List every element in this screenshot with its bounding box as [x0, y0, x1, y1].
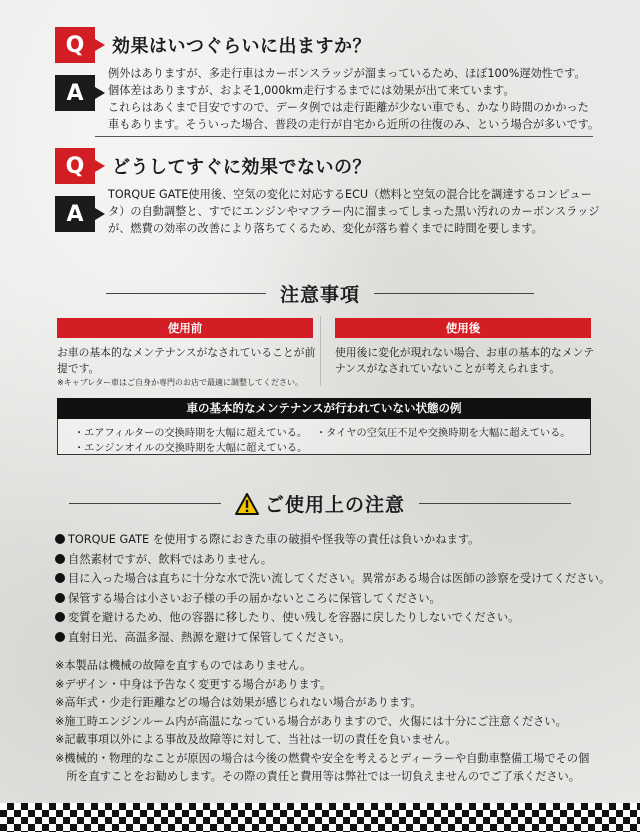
- maintenance-item: ・エンジンオイルの交換時期を大幅に超えている。: [74, 443, 308, 454]
- bullet-icon: [55, 554, 65, 564]
- notes-list: [55, 657, 589, 787]
- title-rule-right: [374, 293, 534, 294]
- maintenance-item: ・タイヤの空気圧不足や交換時期を大幅に超えている。: [316, 428, 571, 439]
- caution-item: [55, 569, 610, 589]
- bullet-icon: [55, 632, 65, 642]
- title-rule-left: [69, 503, 221, 504]
- note-item: ※機械的・物理的なことが原因の場合は今後の燃費や安全を考えるとディーラーや自動車整備工場でその個: [55, 751, 590, 765]
- after-use-heading: 使用後: [335, 318, 591, 338]
- caution-item: [55, 550, 610, 570]
- after-use-text: [335, 345, 597, 376]
- a-badge: A: [55, 196, 95, 232]
- title-rule-right: [419, 503, 571, 504]
- caution-text: 変質を避けるため、他の容器に移したり、使い残しを容器に戻したりしないでください。: [68, 611, 520, 624]
- before-use-text: [57, 345, 319, 376]
- answer-line: タ）の自動調整と、すでにエンジンやマフラー内に溜まってしまった黒い汚れのカーボンスラッジ: [108, 205, 600, 218]
- maintenance-heading: 車の基本的なメンテナンスが行われていない状態の例: [57, 398, 591, 419]
- qa-block-1: [55, 27, 600, 133]
- maintenance-list: [57, 419, 591, 455]
- q-badge: Q: [55, 148, 95, 184]
- answer-line: TORQUE GATE使用後、空気の変化に対応するECU（燃料と空気の混合比を調達するコンピュー: [108, 188, 592, 201]
- answer-text: [108, 186, 599, 237]
- qa-block-2: [55, 148, 600, 237]
- title-rule-left: [106, 293, 266, 294]
- answer-line: が、燃費の効率の改善により落ちてくるため、変化が落ち着くまでに時間を要します。: [108, 222, 543, 235]
- bullet-icon: [55, 593, 65, 603]
- answer-row: [55, 65, 600, 133]
- question-row: [55, 148, 600, 184]
- bullet-icon: [55, 612, 65, 622]
- caution-text: TORQUE GATE を使用する際におきた車の破損や怪我等の責任は負いかねます。: [68, 533, 480, 546]
- caution-list: [55, 530, 610, 647]
- warning-icon: [235, 493, 259, 515]
- question-text: 効果はいつぐらいに出ますか？: [112, 36, 371, 57]
- before-line: 提です。: [57, 361, 100, 375]
- caution-item: [55, 530, 610, 550]
- bullet-icon: [55, 534, 65, 544]
- caution-text: 自然素材ですが、飲料ではありません。: [68, 552, 273, 566]
- bullet-icon: [55, 573, 65, 583]
- answer-line: 例外はありますが、多走行車はカーボンスラッジが溜まっているため、ほぼ100%遅効性です。: [108, 67, 586, 80]
- note-item: ※本製品は機械の故障を直すものではありません。: [55, 659, 312, 672]
- note-item: ※デザイン・中身は予告なく変更する場合があります。: [55, 677, 332, 691]
- after-line: ナンスがなされていないことが考えられます。: [335, 361, 561, 375]
- caution-item: [55, 608, 610, 628]
- note-item: ※記載事項以外による事故及故障等に対して、当社は一切の責任を負いません。: [55, 733, 457, 746]
- a-badge: A: [55, 75, 95, 111]
- after-line: 使用後に変化が現れない場合、お車の基本的なメンテ: [335, 346, 595, 359]
- caution-text: 保管する場合は小さいお子様の手の届かないところに保管してください。: [68, 591, 441, 605]
- before-line: お車の基本的なメンテナンスがなされていることが前: [57, 346, 316, 359]
- usage-title: ご使用上の注意: [264, 494, 405, 516]
- answer-line: これらはあくまで目安ですので、データ例では走行距離が少ない車でも、かなり時間のかかった: [108, 101, 589, 114]
- maintenance-item: ・エアフィルターの交換時期を大幅に超えている。: [74, 428, 308, 439]
- before-use-heading: 使用前: [57, 318, 313, 338]
- answer-row: [55, 186, 600, 237]
- caution-text: 直射日光、高温多湿、熱源を避けて保管してください。: [68, 630, 351, 644]
- question-text: どうしてすぐに効果でないの？: [112, 157, 371, 178]
- q-badge: Q: [55, 27, 95, 63]
- note-item: ※高年式・少走行距離などの場合は効果が感じられない場合があります。: [55, 696, 422, 709]
- caution-item: [55, 589, 610, 609]
- note-item: 所を直すことをお勧めします。その際の責任と費用等は弊社では一切負えませんのでご了承ください。: [55, 770, 580, 783]
- divider: [95, 136, 593, 137]
- carburetor-note: ※キャブレター車はご自身か専門のお店で最適に調整してください。: [57, 378, 304, 387]
- usage-title-wrap: [235, 490, 405, 517]
- checkered-border: [0, 803, 640, 832]
- caution-item: [55, 628, 610, 648]
- answer-text: [108, 65, 599, 133]
- question-row: [55, 27, 600, 63]
- answer-line: 車もあります。そういった場合、普段の走行が自宅から近所の往復のみ、という場合が多いです。: [108, 118, 600, 131]
- precautions-header: [0, 280, 640, 307]
- answer-line: 個体差はありますが、およそ1,000km走行するまでには効果が出て来ています。: [108, 84, 515, 97]
- column-divider: [320, 316, 321, 386]
- precautions-title: 注意事項: [279, 284, 360, 306]
- caution-text: 目に入った場合は直ちに十分な水で洗い流してください。異常がある場合は医師の診察を受けてください。: [68, 572, 611, 585]
- note-item: ※施工時エンジンルーム内が高温になっている場合がありますので、火傷には十分にご注意ください。: [55, 714, 567, 728]
- usage-header: [0, 490, 640, 517]
